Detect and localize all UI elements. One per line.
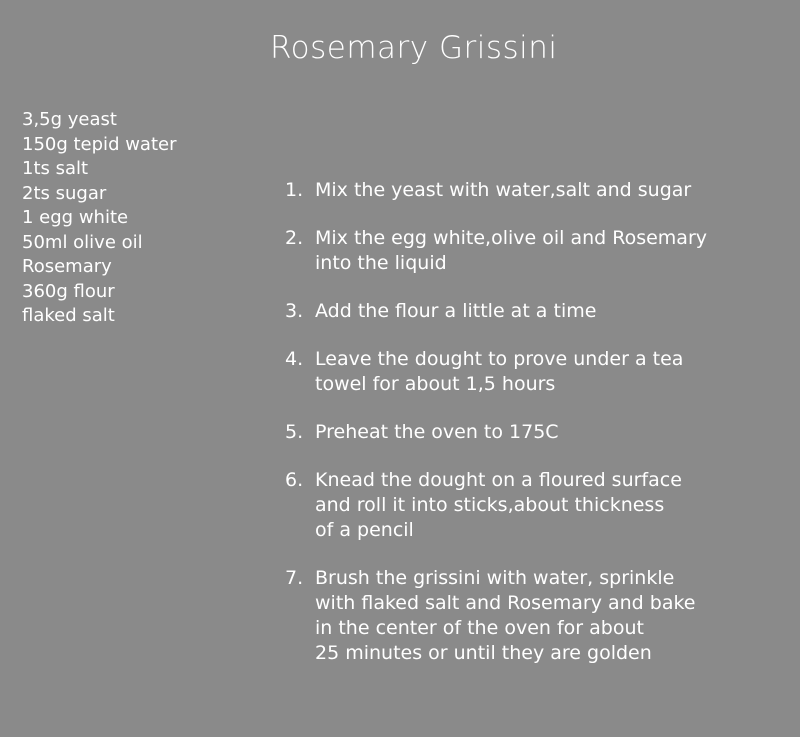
step-number: 4. — [285, 348, 304, 370]
step-2 — [285, 226, 785, 276]
step-text: Add the flour a little at a time — [315, 300, 597, 322]
step-1 — [285, 178, 785, 203]
step-number: 7. — [285, 567, 304, 589]
step-text: with flaked salt and Rosemary and bake — [315, 592, 696, 614]
step-text: Mix the yeast with water,salt and sugar — [315, 179, 692, 201]
step-text: Brush the grissini with water, sprinkle — [315, 567, 675, 589]
ingredient-item: 1ts salt — [22, 158, 89, 179]
step-number: 2. — [285, 227, 304, 249]
step-5 — [285, 420, 785, 445]
step-text: 25 minutes or until they are golden — [315, 642, 652, 664]
ingredient-item: 2ts sugar — [22, 182, 107, 204]
step-text: Preheat the oven to 175C — [315, 421, 559, 443]
ingredient-item: 1 egg white — [22, 207, 129, 228]
step-text: in the center of the oven for about — [315, 617, 644, 639]
recipe-title: Rosemary Grissini — [270, 30, 558, 66]
step-7 — [285, 566, 785, 666]
ingredient-item: 50ml olive oil — [22, 231, 143, 253]
step-4 — [285, 347, 785, 397]
step-text: of a pencil — [315, 519, 414, 541]
ingredient-item: flaked salt — [22, 305, 115, 326]
step-text: Mix the egg white,olive oil and Rosemary — [315, 227, 707, 249]
ingredient-item: 3,5g yeast — [22, 109, 117, 130]
step-3 — [285, 299, 785, 324]
step-text: Knead the dought on a floured surface — [315, 469, 682, 491]
step-number: 6. — [285, 469, 304, 491]
step-text: into the liquid — [315, 252, 447, 274]
step-text: Leave the dought to prove under a tea — [315, 348, 684, 370]
ingredient-item: Rosemary — [22, 256, 112, 277]
method-steps — [285, 178, 785, 689]
step-number: 5. — [285, 421, 304, 443]
ingredients-list — [22, 108, 177, 329]
ingredient-item: 150g tepid water — [22, 133, 177, 155]
step-6 — [285, 468, 785, 543]
step-number: 3. — [285, 300, 304, 322]
step-number: 1. — [285, 179, 304, 201]
ingredient-item: 360g flour — [22, 280, 115, 302]
step-text: towel for about 1,5 hours — [315, 373, 556, 395]
step-text: and roll it into sticks,about thickness — [315, 494, 665, 516]
